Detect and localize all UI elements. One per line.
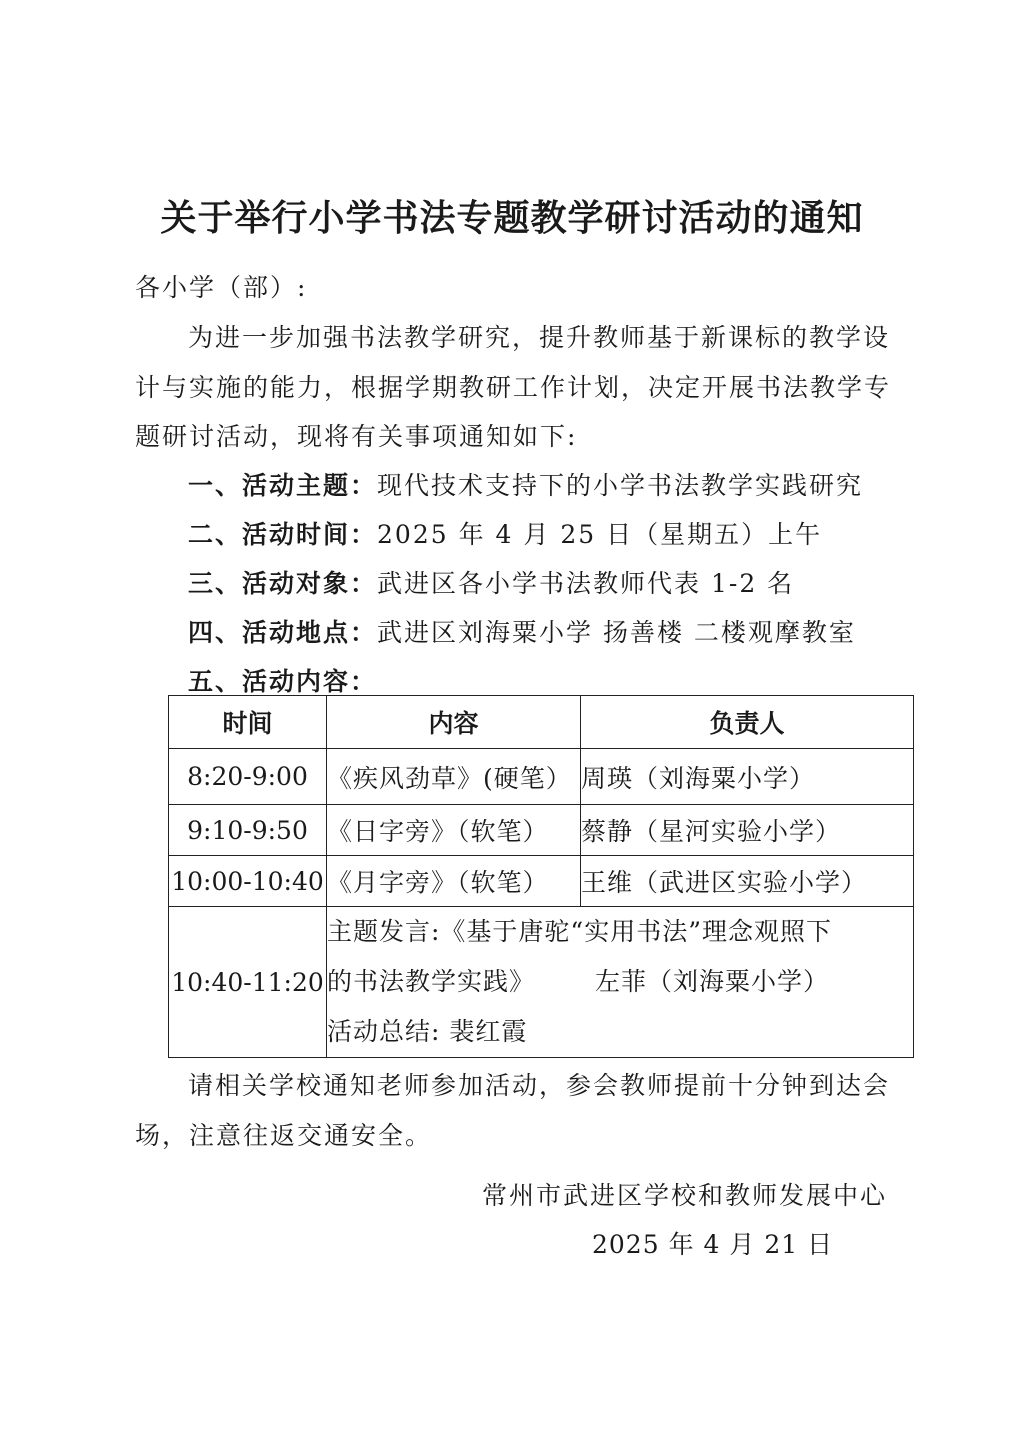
intro-line-3: 题研讨活动，现将有关事项通知如下: [135, 422, 578, 451]
item-value: 现代技术支持下的小学书法教学实践研究 [377, 471, 864, 500]
table-header-row [169, 696, 914, 749]
signature-date: 2025 年 4 月 21 日 [592, 1230, 834, 1259]
salutation: 各小学（部）: [135, 273, 308, 302]
item-audience [188, 564, 794, 600]
item-value: 2025 年 4 月 25 日（星期五）上午 [377, 520, 823, 549]
schedule-table [168, 695, 914, 1058]
intro-line-2: 计与实施的能力，根据学期教研工作计划，决定开展书法教学专 [135, 373, 892, 402]
speech-line: 主题发言:《基于唐驼“实用书法”理念观照下 [327, 917, 832, 946]
cell-time: 10:40-11:20 [169, 907, 327, 1058]
speaker: 左菲（刘海粟小学） [595, 967, 830, 996]
cell-content: 《月字旁》（软笔） [327, 856, 581, 907]
cell-person: 周瑛（刘海粟小学） [581, 749, 914, 805]
table-row [169, 856, 914, 907]
cell-merged-content [327, 907, 914, 1058]
intro-line-1: 为进一步加强书法教学研究，提升教师基于新课标的教学设 [188, 323, 891, 352]
signature-org: 常州市武进区学校和教师发展中心 [482, 1181, 888, 1210]
item-value: 武进区刘海粟小学 扬善楼 二楼观摩教室 [377, 618, 856, 647]
speech-title-end: 的书法教学实践》 [327, 967, 536, 996]
header-person: 负责人 [581, 696, 914, 749]
table-row [169, 907, 914, 1058]
closing-line-1: 请相关学校通知老师参加活动，参会教师提前十分钟到达会 [188, 1071, 891, 1100]
cell-content: 《日字旁》（软笔） [327, 805, 581, 856]
cell-time: 9:10-9:50 [169, 805, 327, 856]
cell-content: 《疾风劲草》(硬笔） [327, 749, 581, 805]
item-label: 四、活动地点： [188, 618, 378, 647]
table-row [169, 749, 914, 805]
item-theme [188, 466, 863, 502]
item-label: 一、活动主题： [188, 471, 378, 500]
table-row [169, 805, 914, 856]
speech-line-2 [327, 957, 913, 1007]
cell-time: 10:00-10:40 [169, 856, 327, 907]
item-value: 武进区各小学书法教师代表 1-2 名 [377, 569, 795, 598]
item-label: 三、活动对象： [188, 569, 378, 598]
summary-line: 活动总结: 裴红霞 [327, 1017, 528, 1046]
item-time [188, 515, 822, 551]
header-time: 时间 [169, 696, 327, 749]
item-location [188, 613, 856, 649]
cell-person: 王维（武进区实验小学） [581, 856, 914, 907]
item-label: 二、活动时间： [188, 520, 378, 549]
cell-time: 8:20-9:00 [169, 749, 327, 805]
page-title: 关于举行小学书法专题教学研讨活动的通知 [160, 197, 864, 239]
item-content [188, 662, 377, 698]
closing-line-2: 场，注意往返交通安全。 [135, 1121, 433, 1150]
cell-person: 蔡静（星河实验小学） [581, 805, 914, 856]
header-content: 内容 [327, 696, 581, 749]
item-label: 五、活动内容： [188, 667, 378, 696]
